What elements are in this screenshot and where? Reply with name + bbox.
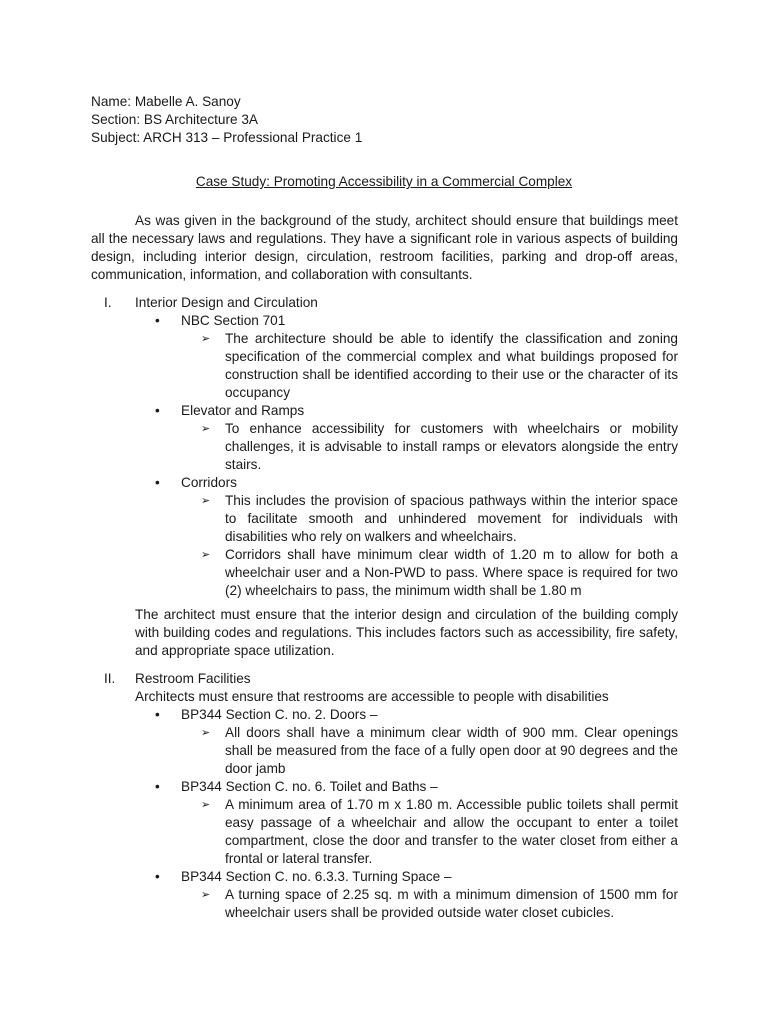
arrow-bullet-icon: ➢ (201, 495, 211, 507)
sub-item (91, 724, 678, 778)
student-subject: Subject: ARCH 313 – Professional Practice 1 (91, 130, 363, 145)
arrow-bullet-icon: ➢ (201, 423, 211, 435)
bullet-label: BP344 Section C. no. 6.3.3. Turning Space – (181, 869, 452, 884)
sub-item-text: A turning space of 2.25 sq. m with a minimum dimension of 1500 mm for wheelchair users shall be provided outside water closet cubicles. (225, 887, 678, 920)
sub-item (91, 330, 678, 402)
section-title: Interior Design and Circulation (135, 295, 318, 310)
bullet-label: NBC Section 701 (181, 313, 286, 328)
sub-item-text: Corridors shall have minimum clear width of 1.20 m to allow for both a wheelchair user and a Non-PWD to pass. Where space is required for two (2) wheelchairs to pass, the minimum width shall be 1.80 m (225, 547, 678, 598)
section-numeral: I. (104, 295, 112, 310)
intro-paragraph: As was given in the background of the study, architect should ensure that buildings meet all the necessary laws and regulations. They have a significant role in various aspects of building design, including interior design, circulation, restroom facilities, parking and drop-off areas, communication, information, and collaboration with consultants. (91, 213, 678, 282)
section-heading (91, 670, 678, 688)
arrow-bullet-icon: ➢ (201, 333, 211, 345)
bullet-icon: • (155, 869, 160, 884)
sub-item-text: The architecture should be able to identify the classification and zoning specification of the commercial complex and what buildings proposed for construction shall be identified according to their use or the character of its occupancy (225, 331, 678, 400)
bullet-item (91, 474, 678, 492)
bullet-item (91, 868, 678, 886)
bullet-icon: • (155, 779, 160, 794)
sub-item (91, 796, 678, 868)
arrow-bullet-icon: ➢ (201, 889, 211, 901)
student-header (91, 93, 362, 147)
section-interior-design (91, 294, 678, 600)
bullet-item (91, 706, 678, 724)
sub-item-text: All doors shall have a minimum clear width of 900 mm. Clear openings shall be measured from the face of a fully open door at 90 degrees and the door jamb (225, 725, 678, 776)
arrow-bullet-icon: ➢ (201, 549, 211, 561)
sub-item (91, 886, 678, 922)
sub-item (91, 492, 678, 546)
section-heading (91, 294, 678, 312)
bullet-label: Corridors (181, 475, 237, 490)
section-restroom-facilities (91, 670, 678, 922)
student-name: Name: Mabelle A. Sanoy (91, 94, 241, 109)
sub-item-text: To enhance accessibility for customers with wheelchairs or mobility challenges, it is advisable to install ramps or elevators alongside the entry stairs. (225, 421, 678, 472)
bullet-icon: • (155, 403, 160, 418)
sub-item-text: A minimum area of 1.70 m x 1.80 m. Accessible public toilets shall permit easy passage of a wheelchair and allow the occupant to enter a toilet compartment, close the door and transfer to the water closet from either a frontal or lateral transfer. (225, 797, 678, 866)
case-study-title: Case Study: Promoting Accessibility in a Commercial Complex (195, 174, 573, 189)
bullet-icon: • (155, 313, 160, 328)
bullet-label: BP344 Section C. no. 2. Doors – (181, 707, 378, 722)
arrow-bullet-icon: ➢ (201, 799, 211, 811)
sub-item (91, 420, 678, 474)
bullet-item (91, 778, 678, 796)
bullet-icon: • (155, 707, 160, 722)
section-note: Architects must ensure that restrooms are accessible to people with disabilities (135, 689, 609, 704)
section-title: Restroom Facilities (135, 671, 251, 686)
bullet-item (91, 402, 678, 420)
bullet-icon: • (155, 475, 160, 490)
sub-item-text: This includes the provision of spacious pathways within the interior space to facilitate smooth and unhindered movement for individuals with disabilities who rely on walkers and wheelchairs. (225, 493, 678, 544)
section-closing-paragraph: The architect must ensure that the interior design and circulation of the building comply with building codes and regulations. This includes factors such as accessibility, fire safety, and appropriate space utilization. (135, 607, 678, 658)
bullet-label: BP344 Section C. no. 6. Toilet and Baths – (181, 779, 438, 794)
bullet-item (91, 312, 678, 330)
arrow-bullet-icon: ➢ (201, 727, 211, 739)
section-numeral: II. (104, 671, 116, 686)
bullet-label: Elevator and Ramps (181, 403, 305, 418)
student-section: Section: BS Architecture 3A (91, 112, 258, 127)
sub-item (91, 546, 678, 600)
